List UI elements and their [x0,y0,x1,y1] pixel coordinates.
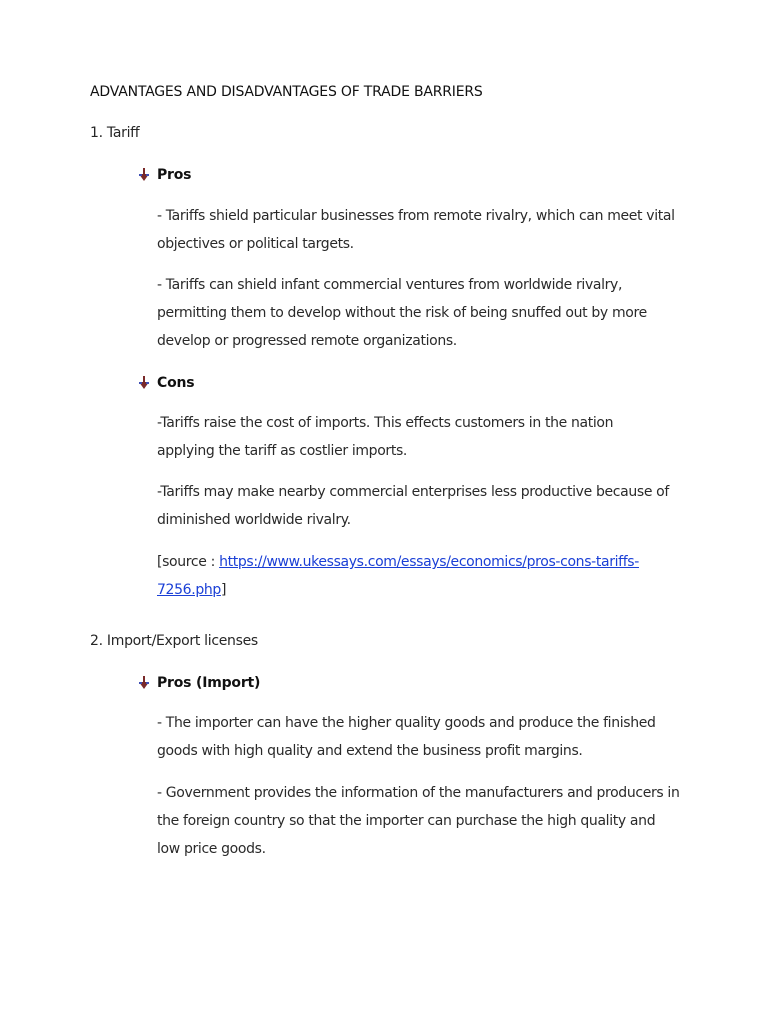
arrow-down-bullet-icon [138,168,150,182]
document-title: ADVANTAGES AND DISADVANTAGES OF TRADE BARRIERS [90,84,483,100]
text-line [157,576,687,604]
text-line: goods with high quality and extend the business profit margins. [157,743,583,759]
source-citation [157,548,687,604]
arrow-down-bullet-icon [138,376,150,390]
license-pro-2 [157,779,687,863]
pros-import-label: Pros (Import) [157,675,261,691]
text-line: applying the tariff as costlier imports. [157,443,408,459]
license-pro-1 [157,709,687,765]
text-line: permitting them to develop without the risk of being snuffed out by more [157,305,647,321]
cons-label: Cons [157,375,195,391]
text-line: develop or progressed remote organizations. [157,333,457,349]
source-link-continued[interactable]: 7256.php [157,582,221,598]
text-line: -Tariffs raise the cost of imports. This effects customers in the nation [157,415,614,431]
text-line: - Tariffs shield particular businesses from remote rivalry, which can meet vital [157,208,675,224]
source-link[interactable]: https://www.ukessays.com/essays/economics/pros-cons-tariffs- [219,554,639,570]
text-line [157,548,687,576]
source-suffix: ] [220,582,227,598]
pros-label: Pros [157,167,192,183]
text-line: objectives or political targets. [157,236,354,252]
tariff-con-2 [157,478,687,534]
tariff-pro-2 [157,271,687,355]
arrow-down-bullet-icon [138,676,150,690]
section-heading-licenses: 2. Import/Export licenses [90,633,258,649]
text-line: diminished worldwide rivalry. [157,512,351,528]
text-line: - Tariffs can shield infant commercial ventures from worldwide rivalry, [157,277,623,293]
text-line: - Government provides the information of the manufacturers and producers in [157,785,680,801]
pros-bullet [138,165,191,185]
section-heading-tariff: 1. Tariff [90,125,140,141]
tariff-con-1 [157,409,687,465]
text-line: the foreign country so that the importer can purchase the high quality and [157,813,656,829]
text-line: - The importer can have the higher quality goods and produce the finished [157,715,656,731]
source-prefix: [source : [157,554,220,570]
text-line: low price goods. [157,841,266,857]
cons-bullet [138,373,194,393]
pros-import-bullet [138,673,260,693]
text-line: -Tariffs may make nearby commercial enterprises less productive because of [157,484,669,500]
tariff-pro-1 [157,202,687,258]
